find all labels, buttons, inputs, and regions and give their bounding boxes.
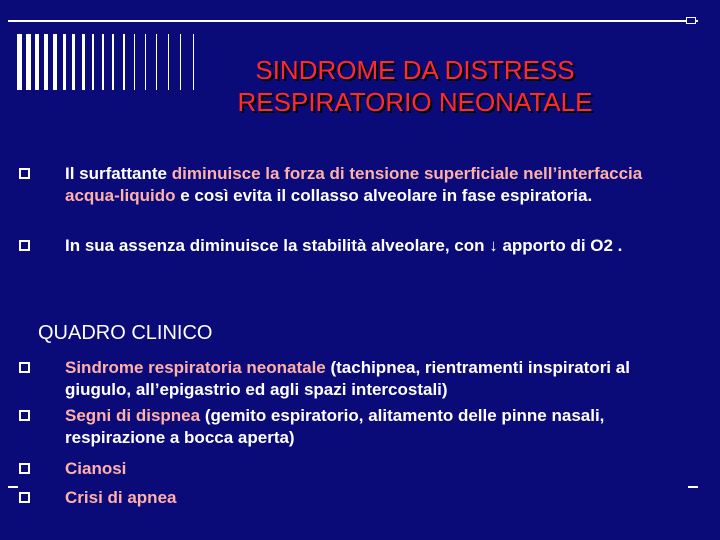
slide-title [160, 54, 670, 118]
decorative-stripe [123, 34, 125, 90]
decorative-stripe [26, 34, 31, 90]
edge-dash-left [8, 486, 18, 488]
decorative-stripe [156, 34, 157, 90]
bullet-assenza: In sua assenza diminuisce la stabilità alveolare, con ↓ apporto di O2 . [65, 236, 623, 255]
bullet-square-icon [19, 240, 30, 251]
top-rule [8, 20, 698, 22]
bullet-apnea-highlight: Crisi di apnea [65, 488, 177, 507]
edge-dash-right [688, 486, 698, 488]
bullet-cianosi [65, 458, 665, 480]
decorative-stripe [44, 34, 48, 90]
slide-title-line-2: RESPIRATORIO NEONATALE [237, 87, 593, 117]
decorative-stripe [63, 34, 66, 90]
bullet-square-icon [19, 362, 30, 373]
bullet-square-icon [19, 492, 30, 503]
bullet-square-icon [19, 168, 30, 179]
bullet-square-icon [19, 463, 30, 474]
bullet-surfattante-intro: Il surfattante [65, 164, 172, 183]
bullet-surfattante [65, 163, 685, 207]
decorative-stripe [145, 34, 146, 90]
bullet-sindrome-highlight: Sindrome respiratoria neonatale [65, 358, 326, 377]
bullet-sindrome-rest: (tachipnea, rientramenti inspiratori al giugulo, all’epigastrio ed agli spazi intercostali) [65, 358, 630, 399]
decorative-stripe [53, 34, 57, 90]
decorative-stripe [102, 34, 104, 90]
slide-title-line-1: SINDROME DA DISTRESS [255, 55, 575, 85]
decorative-stripe [17, 34, 22, 90]
bullet-dispnea-rest: (gemito espiratorio, alitamento delle pinne nasali, respirazione a bocca aperta) [65, 406, 605, 447]
decorative-stripe [112, 34, 114, 90]
bullet-surfattante-rest: e così evita il collasso alveolare in fase espiratoria. [175, 186, 593, 205]
decorative-stripe [134, 34, 135, 90]
bullet-square-icon [19, 410, 30, 421]
decorative-stripe [82, 34, 85, 90]
bullet-apnea [65, 487, 665, 509]
bullet-surfattante-highlight: diminuisce la forza di tensione superficiale nell’interfaccia acqua-liquido [65, 164, 643, 205]
section-heading: QUADRO CLINICO [38, 322, 213, 344]
bullet-dispnea-highlight: Segni di dispnea [65, 406, 201, 425]
decorative-stripe [92, 34, 94, 90]
decorative-stripe [72, 34, 75, 90]
bullet-cianosi-highlight: Cianosi [65, 459, 127, 478]
bullet-dispnea [65, 405, 665, 449]
decorative-stripe [35, 34, 39, 90]
top-rule-end-box [686, 17, 696, 24]
bullet-sindrome [65, 357, 665, 401]
